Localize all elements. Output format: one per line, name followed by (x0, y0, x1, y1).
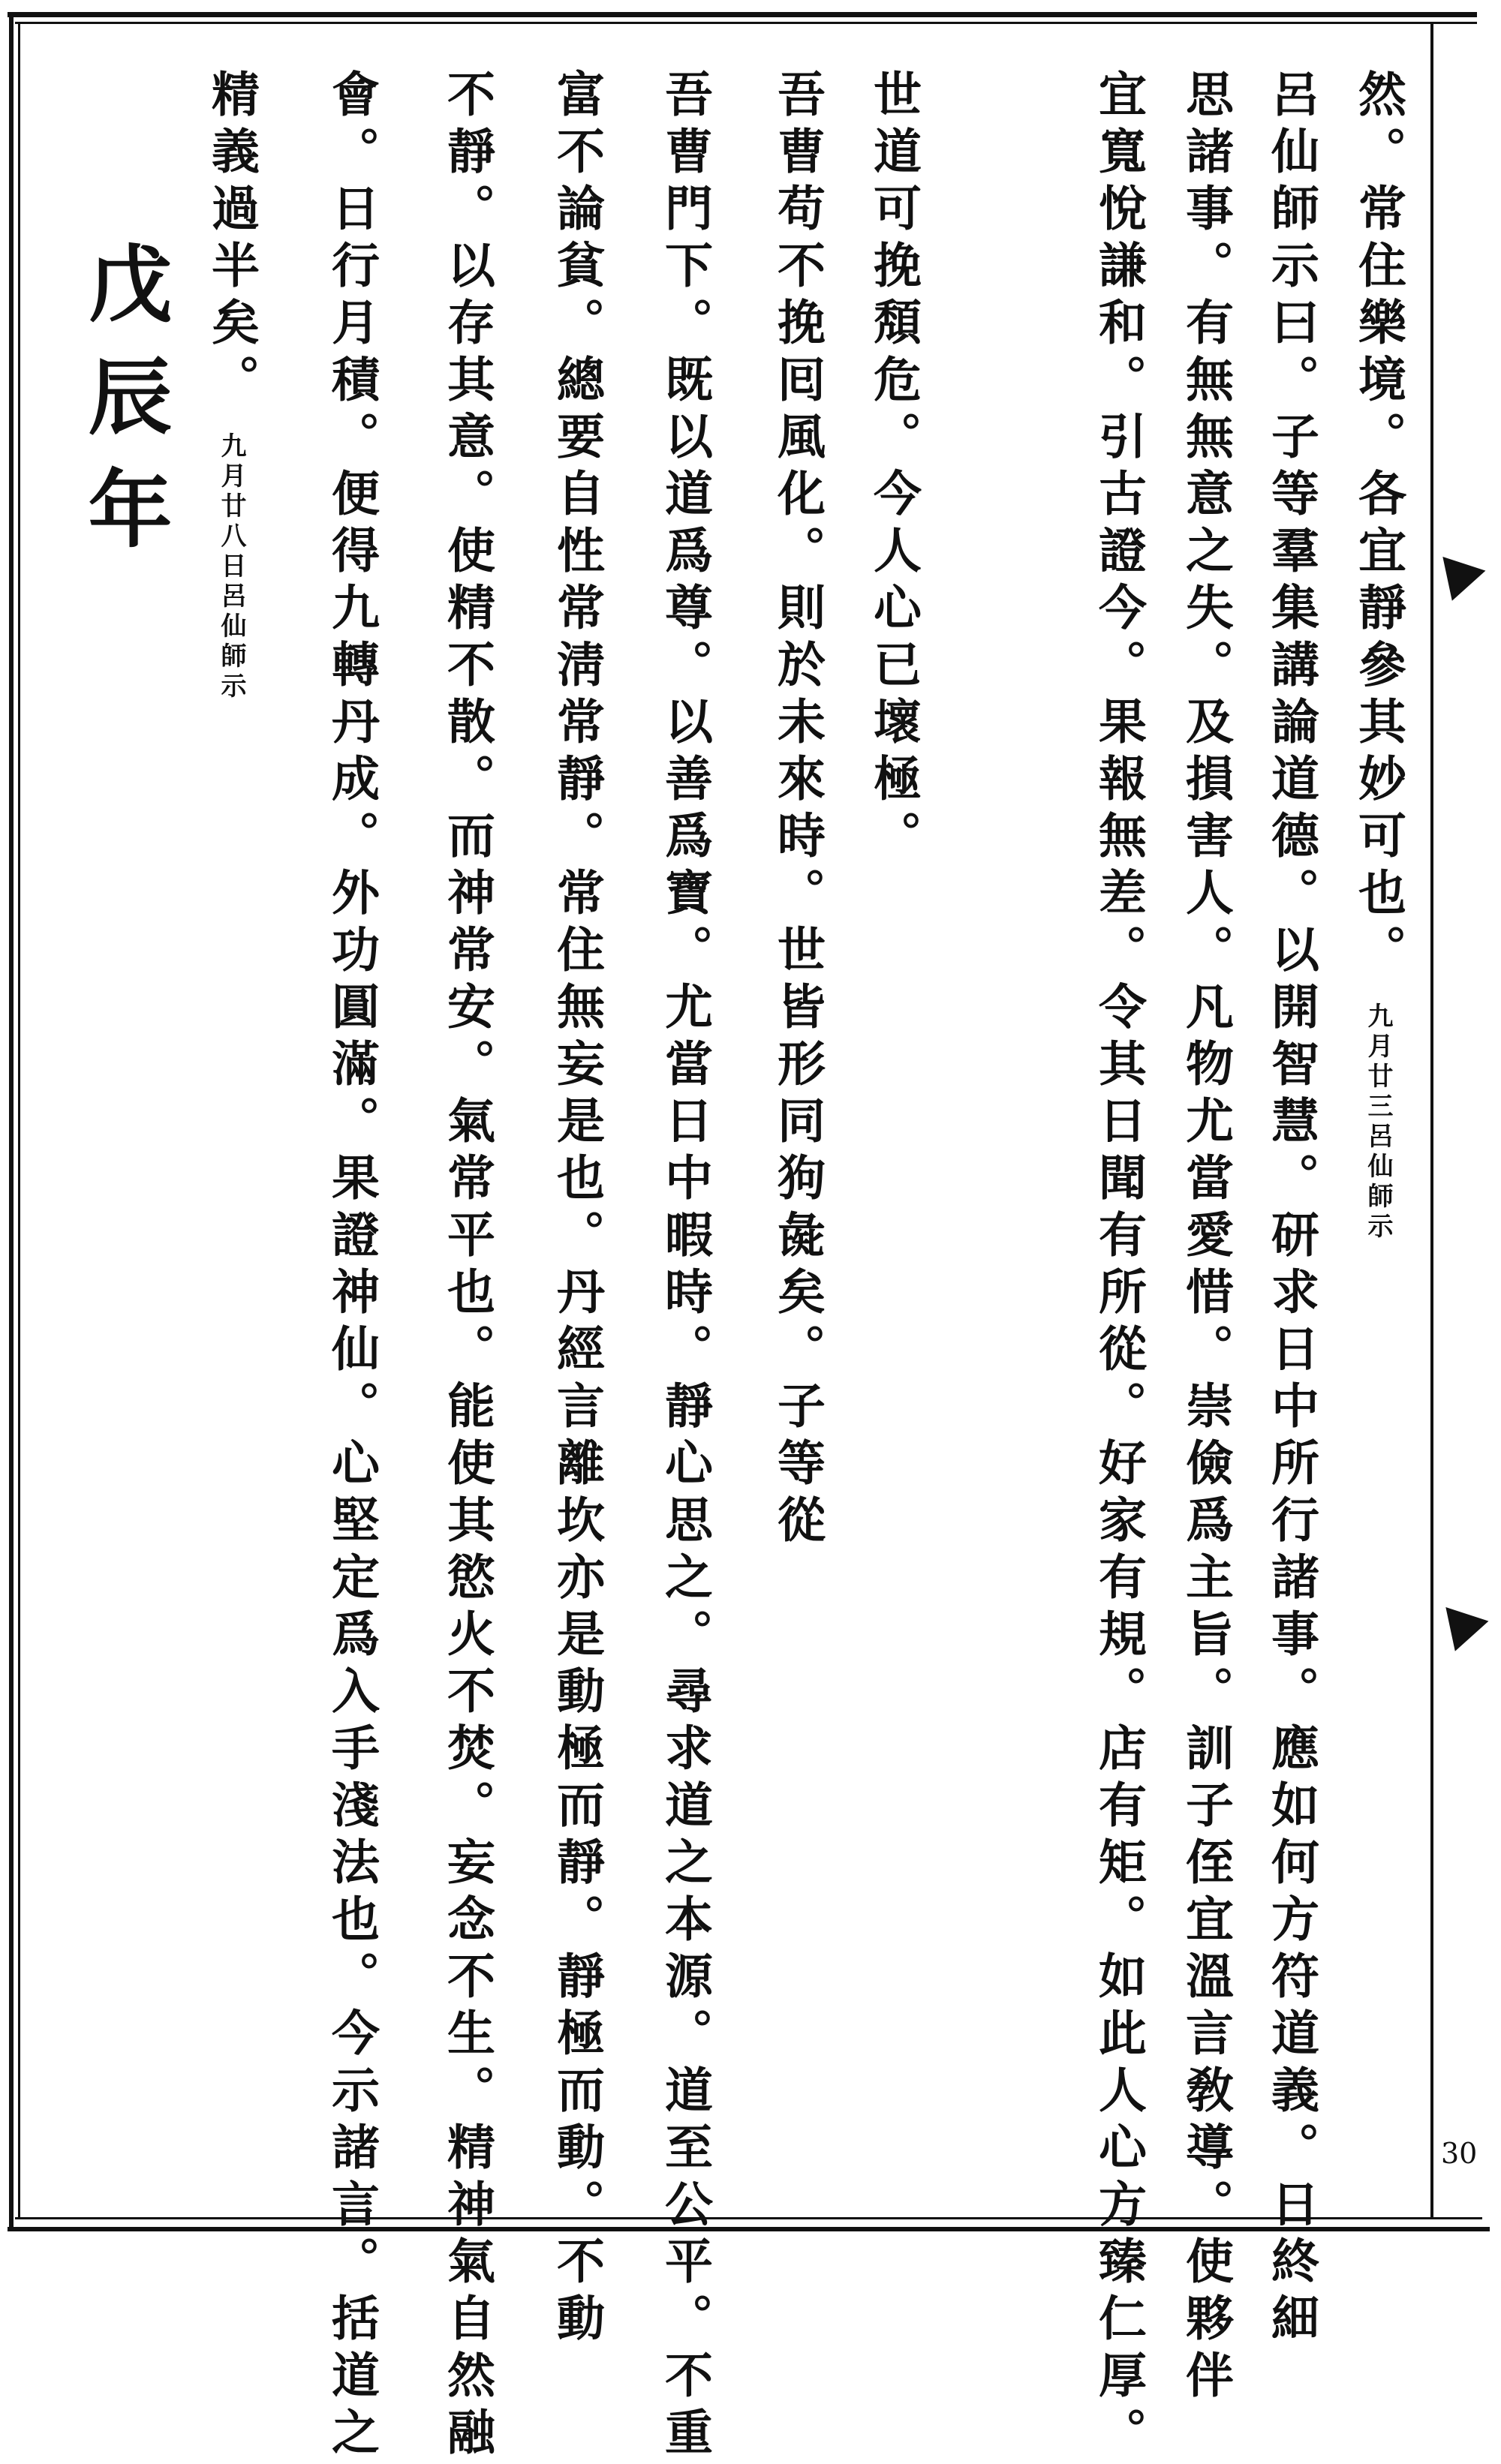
column-text: 吾曹門下。既以道爲尊。以善爲寶。尤當日中暇時。靜心思之。尋求道之本源。道至公平。不重 (657, 69, 713, 2464)
text-column-11 (203, 69, 260, 702)
text-column-2 (1263, 69, 1319, 2350)
frame-border-top (8, 12, 1477, 17)
column-text: 富不論貧。總要自性常淸常靜。常住無妄是也。丹經言離坎亦是動極而靜。靜極而動。不動 (549, 69, 605, 2350)
text-column-3 (1178, 69, 1234, 2407)
margin-marker (1445, 1599, 1493, 1651)
date-note: 九月廿八日呂仙師示 (216, 432, 246, 702)
frame-border-top-inner (15, 22, 1477, 24)
column-text: 吾曹苟不挽囘風化。則於未來時。世皆形同狗彘矣。子等從 (769, 69, 826, 1552)
column-text: 呂仙師示曰。子等羣集講論道德。以開智慧。研求日中所行諸事。應如何方符道義。日終細 (1263, 69, 1319, 2350)
column-text: 會。日行月積。便得九轉丹成。外功圓滿。果證神仙。心堅定爲入手淺法也。今示諸言。括道之 (323, 69, 380, 2464)
text-column-5 (865, 69, 922, 867)
frame-border-right (1430, 23, 1433, 2219)
frame-border-left-inner (18, 23, 20, 2219)
frame-border-left (9, 14, 14, 2230)
column-text: 精義過半矣。 (203, 69, 260, 411)
text-column-4 (1090, 69, 1147, 2464)
page-number: 30 (1441, 2137, 1478, 2170)
column-text: 然。常住樂境。各宜靜參其妙可也。 (1350, 69, 1406, 981)
frame-border-bottom-inner (15, 2217, 1482, 2219)
text-column-9 (439, 69, 495, 2464)
text-column-6 (769, 69, 826, 1552)
text-column-7 (657, 69, 713, 2464)
date-note: 九月廿三呂仙師示 (1363, 1002, 1393, 1243)
margin-marker (1442, 548, 1490, 601)
text-column-1 (1350, 69, 1406, 1243)
text-column-10 (323, 69, 380, 2464)
column-text: 世道可挽頽危。今人心已壞極。 (865, 69, 922, 867)
text-column-8 (549, 69, 605, 2350)
column-text: 不靜。以存其意。使精不散。而神常安。氣常平也。能使其慾火不焚。妄念不生。精神氣自然融 (439, 69, 495, 2464)
column-text: 宜寬悅謙和。引古證今。果報無差。令其日聞有所從。好家有規。店有矩。如此人心方臻仁厚。 (1090, 69, 1147, 2464)
year-heading: 戊辰年 (74, 240, 173, 578)
column-text: 思諸事。有無無意之失。及損害人。凡物尤當愛惜。崇儉爲主旨。訓子侄宜溫言敎導。使夥伴 (1178, 69, 1234, 2407)
